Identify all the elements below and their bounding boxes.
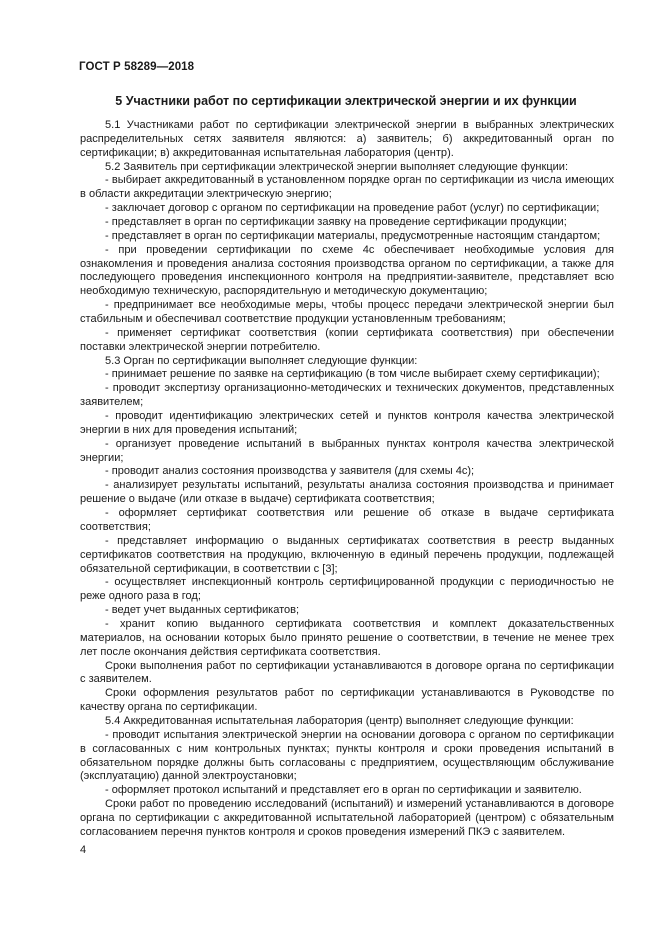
list-item: - представляет информацию о выданных сертификатах соответствия в реестр выданных сертификатов соответствия на продукцию, включенную в единый перечень продукции, подлежащей обязательной сертификации, в соответствии с [3]; xyxy=(80,534,614,575)
list-item: - анализирует результаты испытаний, результаты анализа состояния производства и принимает решение о выдаче (или отказе в выдаче) сертификата соответствия; xyxy=(80,479,614,506)
paragraph: 5.1 Участниками работ по сертификации электрической энергии в выбранных электрических распределительных сетях заявителя являются: а) заявитель; б) аккредитованный орган по сертификации; в) аккредитованная испытательная лаборатория (центр). xyxy=(80,119,614,159)
list-item: - проводит идентификацию электрических сетей и пунктов контроля качества электрической энергии в них для проведения испытаний; xyxy=(80,410,614,436)
paragraph: Сроки работ по проведению исследований (испытаний) и измерений устанавливаются в договоре органа по сертификации с аккредитованной испытательной лабораторией (центром) с обязательным согласованием перечня пунктов контроля и сроков проведения измерений ПКЭ с заявителем. xyxy=(80,798,614,838)
paragraph: 5.3 Орган по сертификации выполняет следующие функции: xyxy=(105,354,418,367)
page-number: 4 xyxy=(80,844,87,856)
list-item: - применяет сертификат соответствия (копии сертификата соответствия) при обеспечении поставки электрической энергии потребителю. xyxy=(80,326,614,353)
list-item: - представляет в орган по сертификации материалы, предусмотренные настоящим стандартом; xyxy=(105,229,601,242)
list-item: - проводит экспертизу организационно-методических и технических документов, представленных заявителем; xyxy=(80,382,614,409)
list-item: - проводит анализ состояния производства у заявителя (для схемы 4с); xyxy=(105,465,475,478)
list-item: - при проведении сертификации по схеме 4с обеспечивает необходимые условия для ознакомления и проведения анализа состояния производства органом по сертификации, а также для последующего проведения инспекционного контроля на предприятии-заявителе, представляет всю необходимую техническую, распорядительную и методическую документацию; xyxy=(80,243,614,298)
list-item: - принимает решение по заявке на сертификацию (в том числе выбирает схему сертификации); xyxy=(105,368,600,381)
list-item: - оформляет протокол испытаний и представляет его в орган по сертификации и заявителю. xyxy=(105,784,582,797)
list-item: - осуществляет инспекционный контроль сертифицированной продукции с периодичностью не реже одного раза в год; xyxy=(80,576,614,603)
list-item: - представляет в орган по сертификации заявку на проведение сертификации продукции; xyxy=(105,216,567,229)
list-item: - выбирает аккредитованный в установленном порядке орган по сертификации из числа имеющих в области аккредитации электрическую энергию; xyxy=(80,174,614,201)
body-text xyxy=(80,119,614,840)
paragraph: 5.4 Аккредитованная испытательная лаборатория (центр) выполняет следующие функции: xyxy=(105,714,574,727)
list-item: - предпринимает все необходимые меры, чтобы процесс передачи электрической энергии был стабильным и обеспечивал соответствие продукции установленным требованиям; xyxy=(80,299,614,326)
list-item: - заключает договор с органом по сертификации на проведение работ (услуг) по сертификации; xyxy=(105,202,600,215)
list-item: - организует проведение испытаний в выбранных пунктах контроля качества электрической энергии; xyxy=(80,437,614,464)
paragraph: Сроки оформления результатов работ по сертификации устанавливаются в Руководстве по качеству органа по сертификации. xyxy=(80,687,614,714)
list-item: - оформляет сертификат соответствия или решение об отказе в выдаче сертификата соответствия; xyxy=(80,507,614,533)
section-title: 5 Участники работ по сертификации электрической энергии и их функции xyxy=(115,94,577,108)
list-item: - ведет учет выданных сертификатов; xyxy=(105,604,300,617)
paragraph: 5.2 Заявитель при сертификации электрической энергии выполняет следующие функции: xyxy=(105,160,569,173)
document-header: ГОСТ Р 58289—2018 xyxy=(79,61,195,73)
list-item: - хранит копию выданного сертификата соответствия и комплект доказательственных материалов, на основании которых было принято решение о соответствии, в течение не менее трех лет после окончания действия сертификата соответствия. xyxy=(80,617,614,658)
list-item: - проводит испытания электрической энергии на основании договора с органом по сертификации в согласованных с ним контрольных пунктах; пункты контроля и сроки проведения испытаний в обязательном порядке должны быть согласованы с предприятием, осуществляющим обслуживание (эксплуатацию) данной электроустановки; xyxy=(80,728,614,783)
paragraph: Сроки выполнения работ по сертификации устанавливаются в договоре органа по сертификации с заявителем. xyxy=(80,659,614,686)
